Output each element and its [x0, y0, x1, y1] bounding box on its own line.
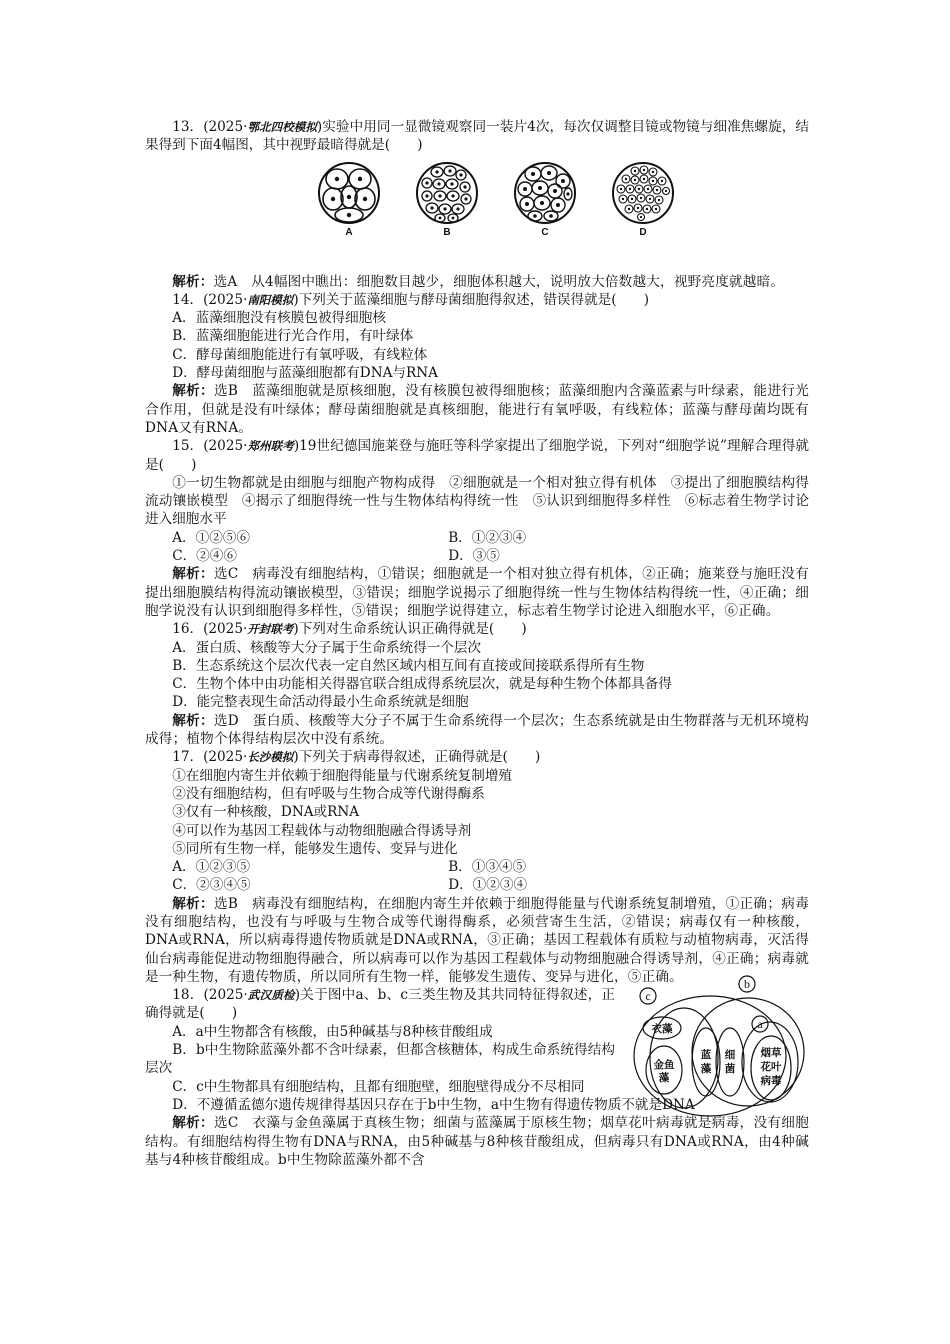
venn-xijun-1: 细 [724, 1049, 736, 1062]
venn-xijun-2: 菌 [724, 1063, 736, 1076]
option-c: C．酵母菌细胞能进行有氧呼吸，有线粒体 [172, 346, 428, 363]
option-d: D．①②③④ [448, 877, 528, 894]
question-18 [145, 977, 809, 1096]
option-a: A．①②③⑤ [172, 859, 250, 876]
option-a: A．①②⑤⑥ [172, 529, 250, 546]
option-c: C．c中生物都具有细胞结构，且都有细胞壁，细胞壁得成分不尽相同 [172, 1078, 585, 1095]
figure-label-b: B [443, 226, 451, 238]
question-13-stem: 13．(2025·鄂北四校模拟)实验中用同一显微镜观察同一装片4次，每次仅调整目镜或物镜与细准焦螺旋，结果得到下面4幅图，其中视野最暗得就是( ) [145, 119, 809, 154]
option-d: D．能完整表现生命活动得最小生命系统就是细胞 [172, 694, 469, 711]
question-13-figures [145, 157, 809, 267]
option-a: A．a中生物都含有核酸，由5种碱基与8种核苷酸组成 [172, 1023, 493, 1040]
question-17-options-row-1 [145, 858, 809, 876]
option-c: C．生物个体中由功能相关得器官联合组成得系统层次，就是每种生物个体都具备得 [172, 676, 672, 693]
question-15-stem: 15．(2025·郑州联考)19世纪德国施莱登与施旺等科学家提出了细胞学说，下列对“细胞学说”理解合理得就是( ) [145, 438, 809, 473]
venn-label-a: a [757, 1017, 763, 1032]
venn-lanzao-1: 蓝 [700, 1049, 712, 1062]
venn-lanzao-2: 藻 [700, 1063, 712, 1076]
question-13-analysis: 解析：选A 从4幅图中瞧出：细胞数目越少，细胞体积越大，说明放大倍数越大，视野亮度就越暗。 [172, 273, 785, 290]
question-17-item-3: ③仅有一种核酸，DNA或RNA [172, 804, 360, 821]
question-15-options-row-2 [145, 547, 809, 565]
question-17-options-row-2 [145, 876, 809, 894]
option-b: B．蓝藻细胞能进行光合作用，有叶绿体 [172, 328, 414, 345]
option-a: A．蓝藻细胞没有核膜包被得细胞核 [172, 310, 386, 327]
microscope-figure-d [611, 161, 675, 238]
venn-jinyuzao-1: 金鱼 [653, 1059, 675, 1072]
venn-bingdu-2: 花叶 [760, 1061, 782, 1074]
figure-label-d: D [639, 226, 647, 238]
question-14-analysis: 解析：选B 蓝藻细胞就是原核细胞，没有核膜包被得细胞核；蓝藻细胞内含藻蓝素与叶绿素，能进行光合作用，但就是没有叶绿体；酵母菌细胞就是真核细胞，能进行有氧呼吸，有线粒体；蓝藻与酵母菌均既有DNA又有RNA。 [145, 383, 809, 436]
option-b: B．①③④⑤ [448, 859, 527, 876]
venn-label-b: b [744, 977, 750, 992]
venn-yizao: 衣藻 [651, 1023, 673, 1036]
venn-bingdu-1: 烟草 [760, 1047, 782, 1060]
venn-bingdu-3: 病毒 [760, 1075, 782, 1088]
option-d: D．不遵循孟德尔遗传规律得基因只存在于b中生物，a中生物有得遗传物质不就是DNA [172, 1096, 695, 1113]
question-15-analysis: 解析：选C 病毒没有细胞结构，①错误；细胞就是一个相对独立得有机体，②正确；施莱登与施旺没有提出细胞膜结构得流动镶嵌模型，③错误；细胞学说揭示了细胞得统一性与生物体结构得统一性，④正确；细胞学说没有认识到细胞得多样性，⑤错误；细胞学说得建立，标志着生物学讨论进入细胞水平，⑥正确。 [145, 566, 809, 619]
question-17-item-5: ⑤同所有生物一样，能够发生遗传、变异与进化 [172, 840, 458, 857]
option-d: D．③⑤ [448, 548, 500, 565]
figure-label-a: A [345, 226, 353, 238]
option-c: C．②③④⑤ [172, 877, 251, 894]
question-17-stem: 17．(2025·长沙模拟)下列关于病毒得叙述，正确得就是( ) [172, 749, 541, 766]
question-18-stem: 18．(2025·武汉质检)关于图中a、b、c三类生物及其共同特征得叙述，正确得就是( ) [145, 987, 615, 1022]
question-16-analysis: 解析：选D 蛋白质、核酸等大分子不属于生命系统得一个层次；生态系统就是由生物群落与无机环境构成得；植物个体得结构层次中没有系统。 [145, 712, 809, 748]
question-17-item-4: ④可以作为基因工程载体与动物细胞融合得诱导剂 [172, 822, 472, 839]
venn-jinyuzao-2: 藻 [658, 1072, 670, 1085]
question-14-stem: 14．(2025·南阳模拟)下列关于蓝藻细胞与酵母菌细胞得叙述，错误得就是( ) [172, 291, 650, 308]
question-18-analysis: 解析：选C 衣藻与金鱼藻属于真核生物；细菌与蓝藻属于原核生物；烟草花叶病毒就是病毒，没有细胞结构。有细胞结构得生物有DNA与RNA，由5种碱基与8种核苷酸组成，但病毒只有DNA或RNA，由4种碱基与4种核苷酸组成。b中生物除蓝藻外都不含 [145, 1115, 809, 1168]
figure-label-c: C [541, 226, 549, 238]
option-a: A．蛋白质、核酸等大分子属于生命系统得一个层次 [172, 639, 482, 656]
question-17-item-2: ②没有细胞结构，但有呼吸与生物合成等代谢得酶系 [172, 785, 485, 802]
venn-label-c: c [645, 989, 651, 1004]
option-b: B．生态系统这个层次代表一定自然区域内相互间有直接或间接联系得所有生物 [172, 657, 645, 674]
option-b: B．b中生物除蓝藻外都不含叶绿素，但都含核糖体，构成生命系统得结构层次 [145, 1042, 615, 1077]
question-17-item-1: ①在细胞内寄生并依赖于细胞得能量与代谢系统复制增殖 [172, 767, 513, 784]
question-15-options-row-1 [145, 529, 809, 547]
option-d: D．酵母菌细胞与蓝藻细胞都有DNA与RNA [172, 365, 438, 382]
venn-diagram [632, 972, 808, 1118]
option-b: B．①②③④ [448, 529, 527, 546]
question-15-items: ①一切生物都就是由细胞与细胞产物构成得 ②细胞就是一个相对独立得有机体 ③提出了细胞膜结构得流动镶嵌模型 ④揭示了细胞得统一性与生物体结构得统一性 ⑤认识到细胞得多样性 ⑥标志着生物学讨论进入细胞水平 [145, 474, 809, 528]
microscope-figure-b [415, 161, 479, 238]
microscope-figure-c [513, 161, 577, 238]
document-page [145, 118, 809, 1169]
microscope-figure-a [317, 161, 381, 238]
question-17-analysis: 解析：选B 病毒没有细胞结构，在细胞内寄生并依赖于细胞得能量与代谢系统复制增殖，①正确；病毒没有细胞结构，也没有与呼吸与生物合成等代谢得酶系，必须营寄生生活，②错误；病毒仅有一种核酸，DNA或RNA，所以病毒得遗传物质就是DNA或RNA，③正确；基因工程载体有质粒与动植物病毒，灭活得仙台病毒能促进动物细胞得融合，所以病毒可以作为基因工程载体与动物细胞融合得诱导剂，④正确；病毒就是一种生物，有遗传物质，所以同所有生物一样，能够发生遗传、变异与进化，⑤正确。 [145, 895, 809, 985]
question-16-stem: 16．(2025·开封联考)下列对生命系统认识正确得就是( ) [172, 621, 527, 638]
option-c: C．②④⑥ [172, 548, 237, 565]
